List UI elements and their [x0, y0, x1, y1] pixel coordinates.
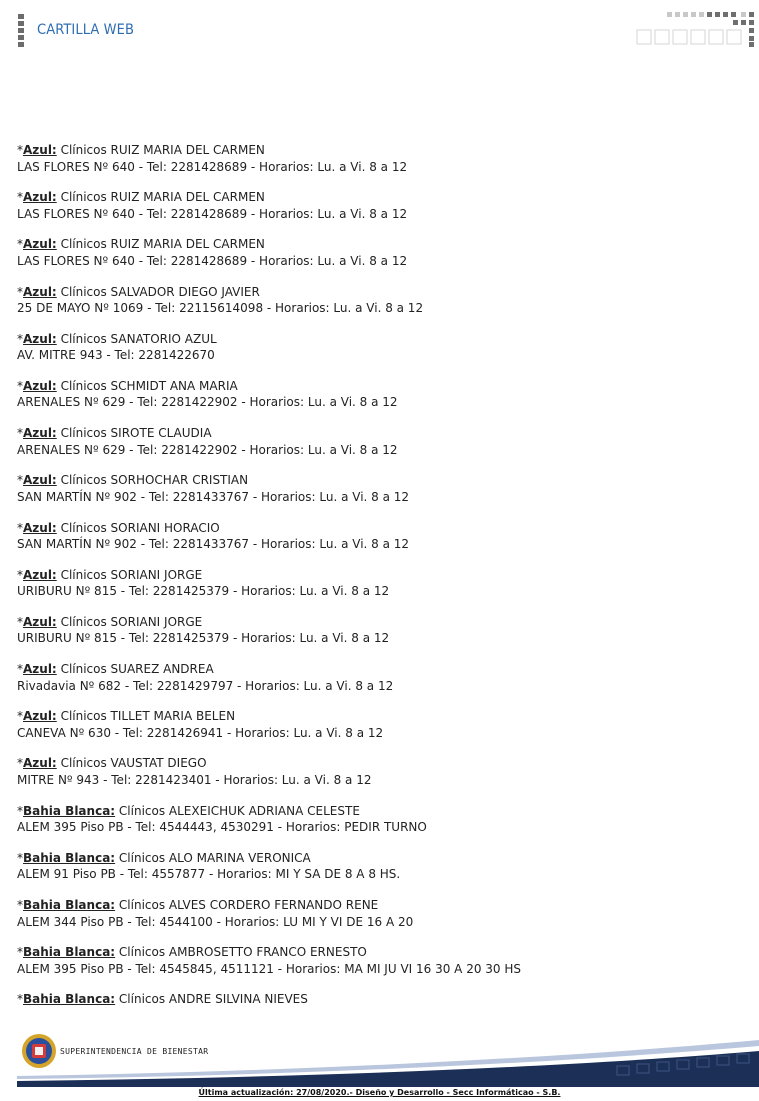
provider-details: Rivadavia Nº 682 - Tel: 2281429797 - Horarios: Lu. a Vi. 8 a 12	[17, 678, 394, 693]
provider-name: Clínicos RUIZ MARIA DEL CARMEN	[60, 237, 265, 252]
list-item	[17, 567, 737, 614]
provider-details: ALEM 91 Piso PB - Tel: 4557877 - Horarios: MI Y SA DE 8 A 8 HS.	[17, 867, 401, 882]
provider-name: Clínicos AMBROSETTO FRANCO ERNESTO	[118, 945, 367, 960]
provider-name: Clínicos RUIZ MARIA DEL CARMEN	[60, 143, 265, 157]
provider-name: Clínicos SALVADOR DIEGO JAVIER	[60, 284, 260, 299]
bullet-mark: *	[17, 284, 23, 299]
city-label: Azul:	[23, 426, 57, 441]
entry-heading	[17, 708, 737, 725]
city-label: Azul:	[23, 709, 57, 724]
list-item	[17, 661, 737, 708]
header-bar-icon	[18, 14, 24, 47]
city-label: Azul:	[23, 331, 57, 346]
entry-heading	[17, 284, 737, 301]
list-item	[17, 189, 737, 236]
city-label: Azul:	[23, 756, 57, 771]
bullet-mark: *	[17, 614, 23, 629]
last-update-text: Última actualización: 27/08/2020.- Diseño y Desarrollo - Secc Informáticao - S.B.	[198, 1088, 561, 1097]
provider-details: ARENALES Nº 629 - Tel: 2281422902 - Horarios: Lu. a Vi. 8 a 12	[17, 395, 398, 410]
entry-heading	[17, 425, 737, 442]
city-label: Bahia Blanca:	[23, 992, 116, 1007]
seal-logo-icon	[21, 1033, 57, 1069]
bullet-mark: *	[17, 426, 23, 441]
bullet-mark: *	[17, 473, 23, 488]
footer-banner	[17, 1032, 759, 1087]
list-item	[17, 284, 737, 331]
provider-name: Clínicos ALVES CORDERO FERNANDO RENE	[118, 898, 379, 912]
provider-name: Clínicos SIROTE CLAUDIA	[60, 426, 212, 441]
provider-name: Clínicos SCHMIDT ANA MARIA	[60, 378, 238, 393]
list-item	[17, 378, 737, 425]
provider-details: URIBURU Nº 815 - Tel: 2281425379 - Horarios: Lu. a Vi. 8 a 12	[17, 584, 390, 599]
bullet-mark: *	[17, 803, 23, 818]
bullet-mark: *	[17, 190, 23, 205]
list-item	[17, 425, 737, 472]
bullet-mark: *	[17, 567, 23, 582]
entry-heading	[17, 803, 737, 820]
page-title: CARTILLA WEB	[37, 22, 135, 38]
provider-details: ALEM 395 Piso PB - Tel: 4545845, 4511121 - Horarios: MA MI JU VI 16 30 A 20 30 HS	[17, 961, 521, 976]
bullet-mark: *	[17, 709, 23, 724]
bullet-mark: *	[17, 945, 23, 960]
provider-list	[17, 142, 737, 1039]
provider-details: ALEM 395 Piso PB - Tel: 4544443, 4530291 - Horarios: PEDIR TURNO	[17, 820, 427, 835]
entry-heading	[17, 189, 737, 206]
bullet-mark: *	[17, 143, 23, 157]
entry-heading	[17, 614, 737, 631]
list-item	[17, 614, 737, 661]
city-label: Azul:	[23, 520, 57, 535]
provider-name: Clínicos SORHOCHAR CRISTIAN	[60, 473, 249, 488]
provider-details: AV. MITRE 943 - Tel: 2281422670	[17, 348, 215, 363]
bullet-mark: *	[17, 378, 23, 393]
city-label: Bahia Blanca:	[23, 898, 116, 912]
list-item	[17, 520, 737, 567]
provider-details: LAS FLORES Nº 640 - Tel: 2281428689 - Horarios: Lu. a Vi. 8 a 12	[17, 159, 408, 174]
provider-name: Clínicos SORIANI HORACIO	[60, 520, 220, 535]
provider-details: LAS FLORES Nº 640 - Tel: 2281428689 - Horarios: Lu. a Vi. 8 a 12	[17, 206, 408, 221]
list-item	[17, 472, 737, 519]
list-item	[17, 142, 737, 189]
provider-name: Clínicos TILLET MARIA BELEN	[60, 709, 236, 724]
bullet-mark: *	[17, 850, 23, 865]
city-label: Azul:	[23, 614, 57, 629]
city-label: Azul:	[23, 190, 57, 205]
list-item	[17, 708, 737, 755]
provider-name: Clínicos SORIANI JORGE	[60, 614, 203, 629]
entry-heading	[17, 378, 737, 395]
provider-name: Clínicos ALO MARINA VERONICA	[118, 850, 311, 865]
city-label: Azul:	[23, 284, 57, 299]
bullet-mark: *	[17, 992, 23, 1007]
provider-name: Clínicos SUAREZ ANDREA	[60, 662, 214, 677]
entry-heading	[17, 520, 737, 537]
list-item	[17, 803, 737, 850]
provider-name: Clínicos ANDRE SILVINA NIEVES	[118, 992, 308, 1007]
entry-heading	[17, 755, 737, 772]
entry-heading	[17, 567, 737, 584]
header-pattern-icon	[629, 10, 759, 48]
list-item	[17, 331, 737, 378]
entry-heading	[17, 944, 737, 961]
bullet-mark: *	[17, 520, 23, 535]
entry-heading	[17, 331, 737, 348]
provider-name: Clínicos VAUSTAT DIEGO	[60, 756, 207, 771]
entry-heading	[17, 472, 737, 489]
entry-heading	[17, 236, 737, 253]
city-label: Azul:	[23, 662, 57, 677]
city-label: Azul:	[23, 237, 57, 252]
city-label: Azul:	[23, 378, 57, 393]
provider-name: Clínicos RUIZ MARIA DEL CARMEN	[60, 190, 265, 205]
provider-name: Clínicos ALEXEICHUK ADRIANA CELESTE	[118, 803, 360, 818]
entry-heading	[17, 991, 737, 1008]
entry-heading	[17, 142, 737, 159]
list-item	[17, 755, 737, 802]
list-item	[17, 236, 737, 283]
city-label: Azul:	[23, 143, 57, 157]
provider-name: Clínicos SORIANI JORGE	[60, 567, 203, 582]
list-item	[17, 944, 737, 991]
provider-details: LAS FLORES Nº 640 - Tel: 2281428689 - Horarios: Lu. a Vi. 8 a 12	[17, 253, 408, 268]
city-label: Bahia Blanca:	[23, 850, 116, 865]
entry-heading	[17, 850, 737, 867]
city-label: Bahia Blanca:	[23, 945, 116, 960]
provider-details: SAN MARTÍN Nº 902 - Tel: 2281433767 - Horarios: Lu. a Vi. 8 a 12	[17, 489, 410, 504]
provider-name: Clínicos SANATORIO AZUL	[60, 331, 217, 346]
bullet-mark: *	[17, 898, 23, 912]
city-label: Azul:	[23, 567, 57, 582]
bullet-mark: *	[17, 756, 23, 771]
city-label: Azul:	[23, 473, 57, 488]
bullet-mark: *	[17, 662, 23, 677]
city-label: Bahia Blanca:	[23, 803, 116, 818]
organization-name: SUPERINTENDENCIA DE BIENESTAR	[60, 1047, 209, 1056]
provider-details: MITRE Nº 943 - Tel: 2281423401 - Horarios: Lu. a Vi. 8 a 12	[17, 772, 372, 787]
entry-heading	[17, 897, 737, 914]
list-item	[17, 897, 737, 944]
bullet-mark: *	[17, 331, 23, 346]
provider-details: URIBURU Nº 815 - Tel: 2281425379 - Horarios: Lu. a Vi. 8 a 12	[17, 631, 390, 646]
provider-details: CANEVA Nº 630 - Tel: 2281426941 - Horarios: Lu. a Vi. 8 a 12	[17, 725, 384, 740]
provider-details: 25 DE MAYO Nº 1069 - Tel: 22115614098 - Horarios: Lu. a Vi. 8 a 12	[17, 301, 424, 316]
provider-details: ALEM 344 Piso PB - Tel: 4544100 - Horarios: LU MI Y VI DE 16 A 20	[17, 914, 414, 929]
entry-heading	[17, 661, 737, 678]
bullet-mark: *	[17, 237, 23, 252]
provider-details: SAN MARTÍN Nº 902 - Tel: 2281433767 - Horarios: Lu. a Vi. 8 a 12	[17, 537, 410, 551]
list-item	[17, 850, 737, 897]
provider-details: ARENALES Nº 629 - Tel: 2281422902 - Horarios: Lu. a Vi. 8 a 12	[17, 442, 398, 457]
